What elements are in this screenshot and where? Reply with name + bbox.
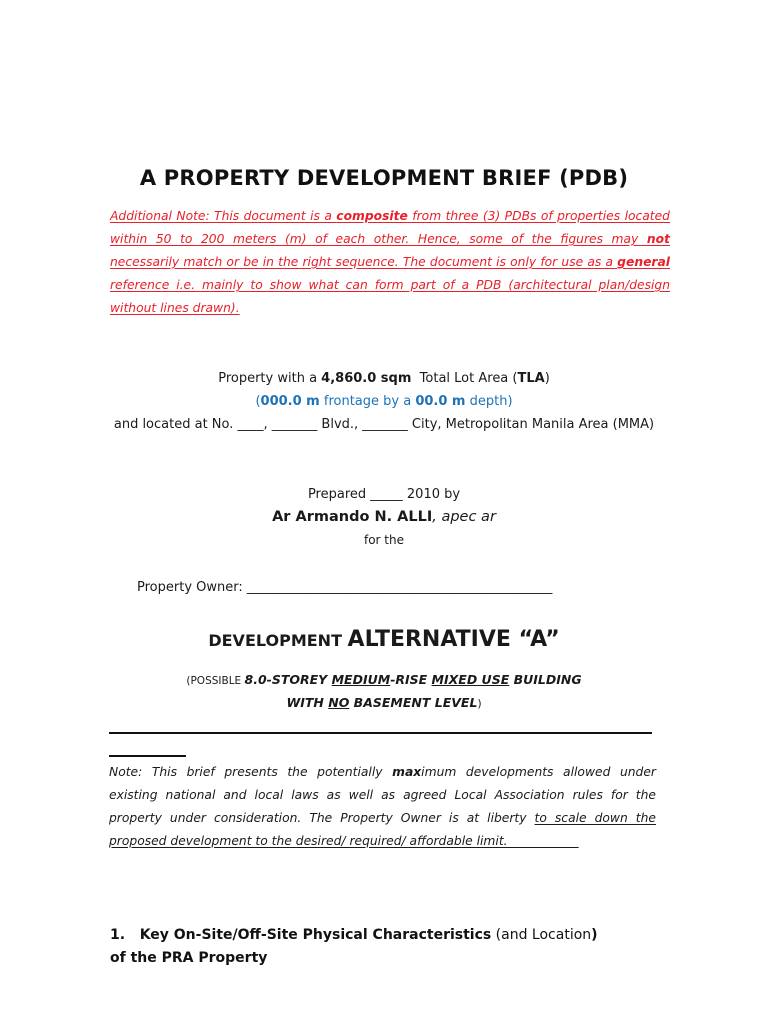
brief-note: Note: This brief presents the potentially maximum developments allowed under existing national and local laws as well as agreed Local Association rules for the property under consideration. The Property Owner is at liberty to scale down the proposed development to the desired/ required/ affordable limit. __	[109, 765, 656, 848]
separator-line	[109, 732, 652, 734]
property-location-line: and located at No. ____, _______ Blvd., _______ City, Metropolitan Manila Area (MMA)	[113, 417, 655, 432]
section-heading-1: 1. Key On-Site/Off-Site Physical Characteristics (and Location) of the PRA Property	[110, 927, 598, 966]
for-line: for the	[363, 533, 404, 547]
prepared-block	[100, 483, 668, 552]
author-line: Ar Armando N. ALLI, apec ar	[272, 509, 496, 525]
additional-note: Additional Note: This document is a composite from three (3) PDBs of properties located within 50 to 200 meters (m) of each other. Hence, some of the figures may not necessarily match or be in the right sequence. The document is only for use as a general reference i.e. mainly to show what can form part of a PDB (architectural plan/design without lines drawn).	[110, 209, 670, 315]
document-title: A PROPERTY DEVELOPMENT BRIEF (PDB)	[139, 166, 629, 190]
property-dimensions-line: (000.0 m frontage by a 00.0 m depth)	[255, 394, 513, 409]
development-alternative-title: DEVELOPMENT ALTERNATIVE “A”	[208, 627, 560, 652]
property-owner-line: Property Owner: _______________________________________________	[137, 580, 553, 595]
prepared-line: Prepared _____ 2010 by	[307, 487, 461, 502]
property-area-line: Property with a 4,860.0 sqm Total Lot Area (TLA)	[218, 371, 550, 386]
property-description	[100, 367, 668, 436]
separator-line-short	[109, 755, 186, 757]
alternative-subtitle-line2: WITH NO BASEMENT LEVEL)	[286, 695, 482, 710]
alternative-subtitle-line1: (POSSIBLE 8.0-STOREY MEDIUM-RISE MIXED USE BUILDING	[186, 672, 582, 687]
